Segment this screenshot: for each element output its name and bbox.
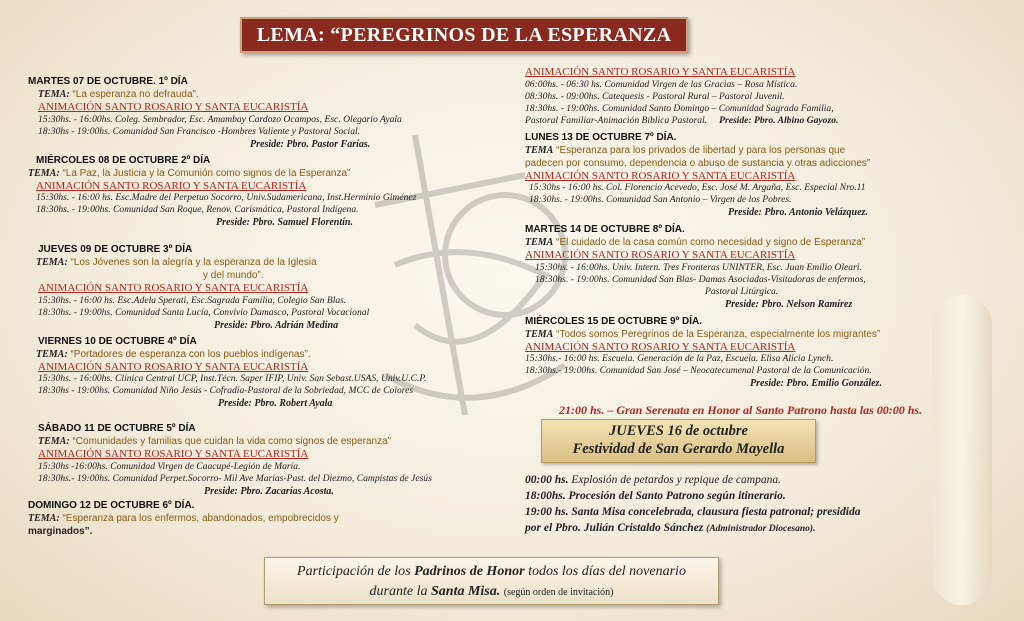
animation-heading: ANIMACIÓN SANTO ROSARIO Y SANTA EUCARISTÍA [36, 179, 307, 192]
day-9 [525, 315, 965, 391]
tema-label: TEMA [525, 237, 554, 248]
presider: Preside: Pbro. Antonio Velázquez. [728, 207, 868, 218]
event-text: Santa Misa concelebrada, clausura fiesta patronal; presidida [571, 506, 861, 518]
event-text: 18:00hs. Procesión del Santo Patrono según itinerario. [525, 490, 786, 502]
schedule-line: Pastoral Litúrgica. [705, 285, 779, 297]
presider: Preside: Pbro. Robert Ayala [218, 398, 333, 409]
day-7 [525, 131, 965, 220]
schedule-line: 18:30hs. - 19:00hs. Comunidad Santo Domingo – Comunidad Sagrada Familia, [525, 102, 834, 114]
tema-label: TEMA: [36, 257, 68, 268]
schedule-line: 18:30hs - 19:00hs. Comunidad Niño Jesús - Cofradía-Pastoral de la Sobriedad, MCC de Colores [38, 385, 414, 396]
day-1 [28, 75, 498, 151]
day-header: DOMINGO 12 DE OCTUBRE 6º DÍA. [28, 499, 195, 511]
tema-text: “Portadores de esperanza con los pueblos indígenas”. [70, 348, 311, 360]
animation-heading: ANIMACIÓN SANTO ROSARIO Y SANTA EUCARISTÍA [525, 340, 796, 353]
day-6 [28, 499, 498, 538]
schedule-line: 15:30hs - 16:00 hs. Col. Florencio Acevedo, Esc. José M. Argaña, Esc. Especial Nro.11 [529, 182, 866, 193]
schedule-line: 18:30hs - 19:00hs. Comunidad San Francisco -Hombres Valiente y Pastoral Social. [38, 125, 361, 137]
right-column [525, 66, 965, 390]
day-header: VIERNES 10 DE OCTUBRE 4º DÍA [38, 335, 197, 347]
tema-text: “Los Jóvenes son la alegría y la esperanza de la Iglesia [70, 257, 317, 268]
schedule-line: 18:30hs. - 19:00hs. Comunidad San Blas- Damas Asociadas-Visitadoras de enfermos, [535, 273, 866, 285]
event-text: (Administrador Diocesano). [706, 524, 816, 534]
presider: Preside: Pbro. Adrián Medina [214, 319, 339, 331]
animation-heading: ANIMACIÓN SANTO ROSARIO Y SANTA EUCARISTÍA [525, 66, 796, 78]
day-8 [525, 223, 965, 311]
event-text: por el Pbro. Julián Cristaldo Sánchez [525, 522, 704, 534]
presider: Preside: Pbro. Emilio González. [750, 378, 882, 389]
tema-text: “El cuidado de la casa común como necesidad y signo de Esperanza” [556, 237, 866, 248]
animation-heading: ANIMACIÓN SANTO ROSARIO Y SANTA EUCARISTÍA [38, 101, 309, 113]
schedule-line: Pastoral Familiar-Animación Bíblica Pastoral. [525, 114, 708, 126]
tema-label: TEMA: [36, 348, 68, 360]
notice-text: durante la [369, 584, 428, 599]
schedule-line: 15:30hs.- 16:00 hs. Escuela. Generación de la Paz, Escuela. Elisa Alicia Lynch. [525, 353, 834, 364]
presider: Preside: Pbro. Nelson Ramírez [725, 298, 853, 310]
day-header: MARTES 07 DE OCTUBRE. 1º DÍA [28, 76, 188, 87]
animation-heading: ANIMACIÓN SANTO ROSARIO Y SANTA EUCARISTÍA [38, 282, 309, 294]
tema-label: TEMA [525, 328, 554, 340]
schedule-line: 15:30hs -16:00hs. Comunidad Virgen de Caacupé-Legión de María. [38, 460, 301, 472]
schedule-line: 15:30hs. - 16:00hs. Coleg. Sembrador, Esc. Amambay Cardozo Ocampos, Esc. Olegario Ayala [38, 113, 402, 125]
presider: Preside: Pbro. Samuel Florentín. [216, 217, 353, 228]
animation-heading: ANIMACIÓN SANTO ROSARIO Y SANTA EUCARISTÍA [525, 249, 796, 261]
schedule-line: 15:30hs. - 16:00 hs. Esc.Madre del Perpetuo Socorro, Univ.Sudamericana, Inst.Herminio Giménez [36, 192, 417, 203]
day-4 [28, 335, 498, 411]
event-text: Explosión de petardos y repique de campana. [571, 474, 781, 486]
tema-text-cont: padecen por consumo, dependencia o abuso de sustancia y otras adicciones” [525, 157, 871, 169]
tema-text-cont: y del mundo”. [203, 270, 264, 281]
day-header: MIÉRCOLES 15 DE OCTUBRE 9º DÍA. [525, 315, 703, 327]
presider: Preside: Pbro. Albino Gayozo. [719, 114, 839, 126]
notice-text: Santa Misa. [431, 584, 501, 599]
jueves-subtitle: Festividad de San Gerardo Mayella [572, 441, 785, 457]
time-label: 00:00 hs. [525, 474, 569, 486]
animation-heading: ANIMACIÓN SANTO ROSARIO Y SANTA EUCARISTÍA [38, 448, 309, 460]
schedule-line: 15:30hs. - 16:00 hs. Esc.Adela Sperati, Esc.Sagrada Familia, Colegio San Blas. [38, 294, 347, 306]
schedule-line: 18:30hs. - 19:00hs. Comunidad Santa Lucía, Convivio Damasco, Pastoral Vocacional [38, 306, 370, 318]
day-3 [28, 243, 498, 332]
tema-label: TEMA: [28, 512, 60, 524]
padrinos-notice [264, 557, 719, 605]
tema-text: “La Paz, la Justicia y la Comunión como signos de la Esperanza” [62, 167, 351, 179]
notice-text: Participación de los [297, 564, 411, 579]
tema-label: TEMA: [38, 436, 70, 447]
jueves-title: JUEVES 16 de octubre [609, 423, 748, 439]
tema-text-cont: marginados”. [28, 525, 93, 537]
left-column [28, 75, 498, 538]
schedule-line: 18:30hs.- 19:00hs. Comunidad San José – Neocatecumenal Pastoral de la Comunicación. [525, 365, 872, 376]
sunday-continuation [525, 66, 965, 127]
presider: Preside: Pbro. Pastor Farías. [250, 138, 371, 150]
day-header: SÁBADO 11 DE OCTUBRE 5º DÍA [38, 423, 196, 434]
notice-text: Padrinos de Honor [414, 564, 525, 579]
final-day-schedule [525, 472, 945, 537]
day-header: JUEVES 09 DE OCTUBRE 3º DÍA [38, 244, 193, 255]
schedule-line: 18:30hs. - 19:00hs. Comunidad San Antonio – Virgen de los Pobres. [529, 194, 792, 205]
tema-label: TEMA [525, 144, 554, 156]
schedule-line: 15:30hs. - 16:00hs. Clínica Central UCP, Inst.Técn. Saper IFIP, Univ. San Sebast.USAS, Univ.U.C.P. [38, 373, 427, 384]
tema-text: “La esperanza no defrauda”. [72, 89, 199, 100]
notice-text: (según orden de invitación) [503, 587, 614, 598]
animation-heading: ANIMACIÓN SANTO ROSARIO Y SANTA EUCARISTÍA [525, 169, 796, 182]
day-2 [28, 154, 498, 230]
tema-label: TEMA: [38, 89, 70, 100]
tema-label: TEMA: [28, 167, 60, 179]
day-header: LUNES 13 DE OCTUBRE 7º DÍA. [525, 131, 677, 143]
tema-text: “Comunidades y familias que cuidan la vida como signos de esperanza” [72, 436, 391, 447]
schedule-line: 06:00hs. - 06:30 hs. Comunidad Virgen de las Gracias – Rosa Mística. [525, 78, 798, 90]
schedule-line: 18:30hs.- 19:00hs. Comunidad Perpet.Socorro- Mil Ave Marías-Past. del Diezmo, Campistas de Jesús [38, 472, 432, 484]
day-5 [28, 422, 498, 498]
page-title: LEMA: “PEREGRINOS DE LA ESPERANZA [240, 17, 688, 53]
tema-text: “Esperanza para los privados de libertad y para los personas que [556, 144, 846, 156]
schedule-line: 08:30hs. - 09:00hs. Catequesis - Pastoral Rural – Pastoral Juvenil. [525, 90, 785, 102]
animation-heading: ANIMACIÓN SANTO ROSARIO Y SANTA EUCARISTÍA [38, 360, 309, 373]
tema-text: “Todos somos Peregrinos de la Esperanza, especialmente los migrantes” [556, 328, 881, 340]
day-header: MIÉRCOLES 08 DE OCTUBRE 2º DÍA [36, 154, 211, 166]
notice-text: todos los días del novenario [528, 564, 686, 579]
jueves-banner [541, 419, 816, 463]
tema-text: “Esperanza para los enfermos, abandonados, empobrecidos y [62, 512, 339, 524]
schedule-line: 18:30hs. - 19:00hs. Comunidad San Roque, Renov. Carismática, Pastoral Indígena. [36, 204, 359, 215]
schedule-line: 15:30hs. - 16:00hs. Univ. Intern. Tres Fronteras UNINTER, Esc. Juan Emilio Oleari. [535, 261, 862, 273]
presider: Preside: Pbro. Zacarías Acosta. [204, 485, 334, 497]
serenata-line: 21:00 hs. – Gran Serenata en Honor al Santo Patrono hasta las 00:00 hs. [559, 403, 923, 417]
time-label: 19:00 hs. [525, 506, 569, 518]
day-header: MARTES 14 DE OCTUBRE 8º DÍA. [525, 224, 685, 235]
